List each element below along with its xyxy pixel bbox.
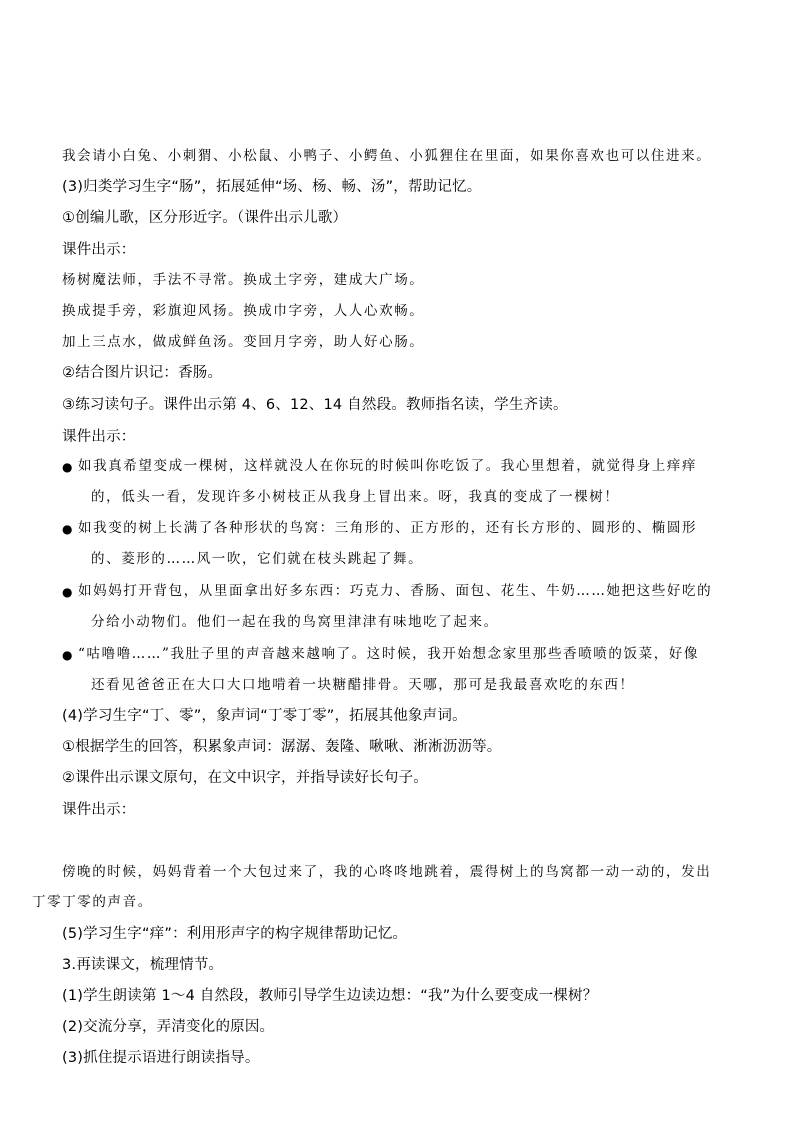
bullet-dot: ● [62,460,73,474]
quote-line: 丁零丁零的声音。 [32,894,153,910]
section-heading: 3.再读课文，梳理情节。 [62,957,224,973]
poem-line: 加上三点水，做成鲜鱼汤。变回月字旁，助人好心肠。 [62,334,425,350]
quote-line: “咕噜噜……”我肚子里的声音越来越响了。这时候，我开始想念家里那些香喷喷的饭菜，好像 [78,646,700,662]
quote-line: 的、菱形的……风一吹，它们就在枝头跳起了舞。 [91,551,424,567]
paragraph-line: ③练习读句子。课件出示第 4、6、12、14 自然段。教师指名读，学生齐读。 [62,397,568,413]
quote-line: 的，低头一看，发现许多小树枝正从我身上冒出来。呀，我真的变成了一棵树！ [91,489,620,505]
poem-line: 杨树魔法师，手法不寻常。换成土字旁，建成大广场。 [62,272,425,288]
paragraph-line: ②课件出示课文原句，在文中识字，并指导读好长句子。 [62,770,428,786]
quote-line: 如我真希望变成一棵树，这样就没人在你玩的时候叫你吃饭了。我心里想着，就觉得身上痒痒 [78,458,698,474]
paragraph-line: (3)抓住提示语进行朗读指导。 [62,1050,260,1066]
quote-line: 如我变的树上长满了各种形状的鸟窝：三角形的、正方形的，还有长方形的、圆形的、椭圆形 [78,520,698,536]
paragraph-line: (4)学习生字“丁、零”，象声词“丁零丁零”，拓展其他象声词。 [62,708,467,724]
bullet-dot: ● [62,648,73,662]
paragraph-line: (2)交流分享，弄清变化的原因。 [62,1019,275,1035]
bullet-dot: ● [62,585,73,599]
quote-line: 如妈妈打开背包，从里面拿出好多东西：巧克力、香肠、面包、花生、牛奶……她把这些好吃的 [78,583,713,599]
quote-line: 分给小动物们。他们一起在我的鸟窝里津津有味地吃了起来。 [91,614,499,630]
paragraph-line: ①根据学生的回答，积累象声词：潺潺、轰隆、啾啾、淅淅沥沥等。 [62,739,502,755]
paragraph-line: 课件出示： [62,429,136,445]
quote-line: 傍晚的时候，妈妈背着一个大包过来了，我的心咚咚地跳着，震得树上的鸟窝都一动一动的，发出 [62,864,712,880]
paragraph-line: (5)学习生字“痒”：利用形声字的构字规律帮助记忆。 [62,926,408,942]
paragraph-line: ①创编儿歌，区分形近字。（课件出示儿歌） [62,210,348,226]
paragraph-line: 课件出示： [62,242,136,258]
paragraph-line: 课件出示： [62,802,136,818]
paragraph-line: ②结合图片识记：香肠。 [62,365,223,381]
paragraph-line: (1)学生朗读第 1～4 自然段，教师引导学生边读边想：“我”为什么要变成一棵树？ [62,988,598,1004]
paragraph-line: 我会请小白兔、小刺猬、小松鼠、小鸭子、小鳄鱼、小狐狸住在里面，如果你喜欢也可以住进来。 [62,148,712,164]
quote-line: 还看见爸爸正在大口大口地啃着一块糖醋排骨。天哪，那可是我最喜欢吃的东西！ [91,677,635,693]
poem-line: 换成提手旁，彩旗迎风扬。换成巾字旁，人人心欢畅。 [62,303,425,319]
paragraph-line: (3)归类学习生字“肠”，拓展延伸“场、杨、畅、汤”，帮助记忆。 [62,179,482,195]
bullet-dot: ● [62,522,73,536]
